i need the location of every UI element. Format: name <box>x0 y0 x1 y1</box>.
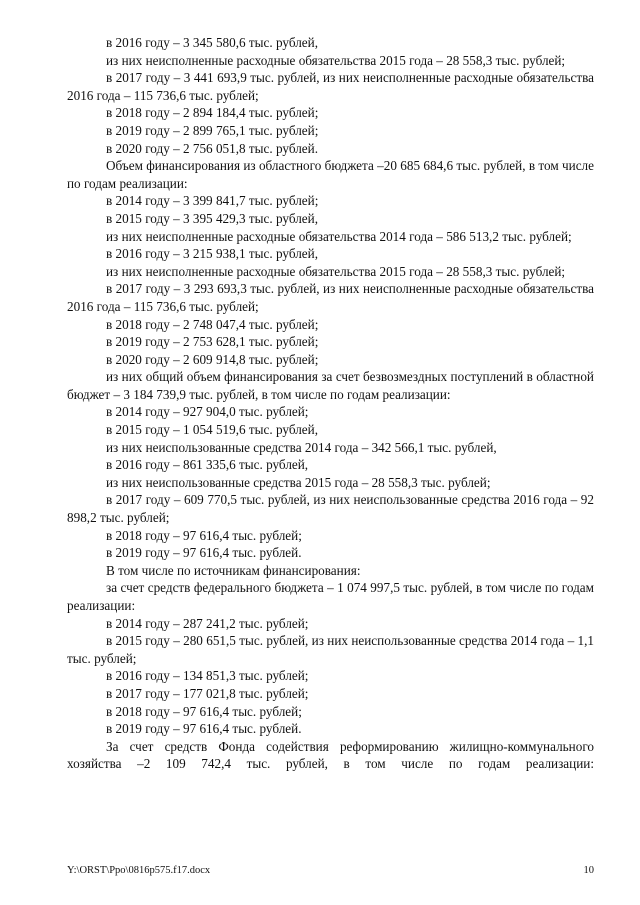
paragraph: Объем финансирования из областного бюджета –20 685 684,6 тыс. рублей, в том числе по годам реализации: <box>67 158 594 191</box>
document-body <box>67 34 594 773</box>
paragraph: за счет средств федерального бюджета – 1 074 997,5 тыс. рублей, в том числе по годам реализации: <box>67 580 594 613</box>
paragraph: в 2017 году – 609 770,5 тыс. рублей, из них неиспользованные средства 2016 года – 92 898,2 тыс. рублей; <box>67 492 594 526</box>
paragraph: в 2019 году – 97 616,4 тыс. рублей. <box>106 721 302 737</box>
paragraph: в 2016 году – 3 345 580,6 тыс. рублей, <box>106 35 318 50</box>
paragraph: в 2018 году – 2 894 184,4 тыс. рублей; <box>106 105 319 121</box>
paragraph: из них неисполненные расходные обязательства 2015 года – 28 558,3 тыс. рублей; <box>106 52 566 68</box>
paragraph: в 2015 году – 3 395 429,3 тыс. рублей, <box>106 210 318 226</box>
paragraph: в 2016 году – 3 215 938,1 тыс. рублей, <box>106 246 318 262</box>
paragraph: в 2017 году – 177 021,8 тыс. рублей; <box>106 685 309 701</box>
paragraph: в 2016 году – 861 335,6 тыс. рублей, <box>106 457 309 473</box>
paragraph: из них неиспользованные средства 2014 года – 342 566,1 тыс. рублей, <box>106 439 497 455</box>
paragraph: в 2019 году – 97 616,4 тыс. рублей. <box>106 545 302 561</box>
paragraph: из них общий объем финансирования за счет безвозмездных поступлений в областной бюджет – 3 184 739,9 тыс. рублей, в том числе по годам реализации: <box>67 369 594 402</box>
paragraph: В том числе по источникам финансирования: <box>106 562 361 578</box>
paragraph: в 2017 году – 3 441 693,9 тыс. рублей, из них неисполненные расходные обязательства 2016 года – 115 736,6 тыс. рублей; <box>67 70 594 103</box>
paragraph: в 2016 году – 134 851,3 тыс. рублей; <box>106 668 309 684</box>
paragraph: в 2018 году – 2 748 047,4 тыс. рублей; <box>106 316 319 332</box>
paragraph: в 2014 году – 3 399 841,7 тыс. рублей; <box>106 193 319 209</box>
paragraph: в 2015 году – 280 651,5 тыс. рублей, из них неиспользованные средства 2014 года – 1,1 тыс. рублей; <box>67 633 594 666</box>
paragraph: в 2018 году – 97 616,4 тыс. рублей; <box>106 527 302 543</box>
paragraph: в 2019 году – 2 753 628,1 тыс. рублей; <box>106 334 319 350</box>
paragraph: в 2014 году – 927 904,0 тыс. рублей; <box>106 404 309 420</box>
paragraph: в 2019 году – 2 899 765,1 тыс. рублей; <box>106 122 319 138</box>
paragraph: в 2017 году – 3 293 693,3 тыс. рублей, из них неисполненные расходные обязательства 2016 года – 115 736,6 тыс. рублей; <box>67 281 594 314</box>
file-path: Y:\ORST\Ppo\0816p575.f17.docx <box>67 865 211 876</box>
paragraph: в 2020 году – 2 609 914,8 тыс. рублей; <box>106 351 319 367</box>
paragraph: из них неиспользованные средства 2015 года – 28 558,3 тыс. рублей; <box>106 474 491 490</box>
paragraph: в 2020 году – 2 756 051,8 тыс. рублей. <box>106 140 318 156</box>
paragraph: в 2014 году – 287 241,2 тыс. рублей; <box>106 615 309 631</box>
paragraph: За счет средств Фонда содействия реформированию жилищно-коммунального хозяйства –2 109 742,4 тыс. рублей, в том числе по годам реализации: <box>67 738 594 772</box>
paragraph: из них неисполненные расходные обязательства 2014 года – 586 513,2 тыс. рублей; <box>106 228 572 244</box>
page-number: 10 <box>583 865 594 876</box>
paragraph: из них неисполненные расходные обязательства 2015 года – 28 558,3 тыс. рублей; <box>106 263 566 279</box>
paragraph: в 2015 году – 1 054 519,6 тыс. рублей, <box>106 422 318 438</box>
paragraph: в 2018 году – 97 616,4 тыс. рублей; <box>106 703 302 719</box>
